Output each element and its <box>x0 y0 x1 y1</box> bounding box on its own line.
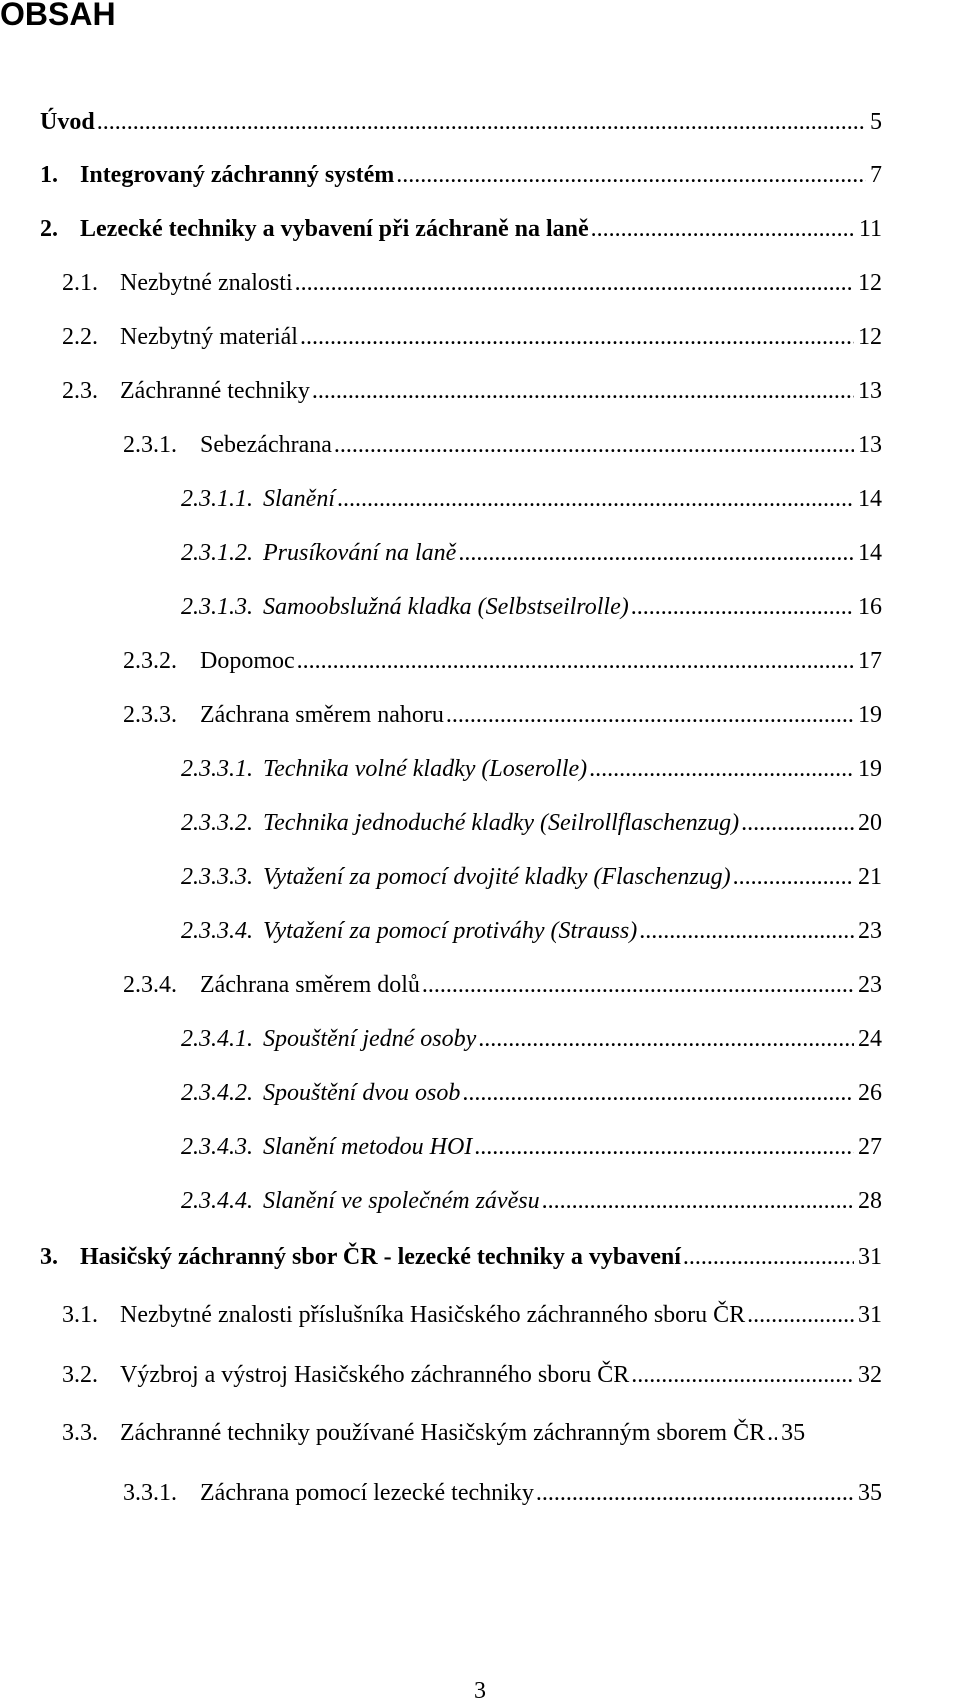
dot-leader <box>394 160 866 190</box>
dot-leader <box>335 484 854 514</box>
toc-entry-page: 28 <box>858 1188 882 1214</box>
dot-leader <box>540 1186 854 1216</box>
toc-entry-number: 2.3.2. <box>123 648 177 674</box>
toc-entry-3-3-1[interactable] <box>123 1474 882 1508</box>
dot-leader <box>681 1242 854 1272</box>
dot-leader <box>444 700 854 730</box>
toc-entry-number: 2.3.4.2. <box>181 1080 253 1106</box>
toc-entry-title: Lezecké techniky a vybavení při záchraně na laně <box>80 216 589 242</box>
toc-entry-title: Hasičský záchranný sbor ČR - lezecké techniky a vybavení <box>80 1244 681 1270</box>
toc-entry-2-3-3-2[interactable] <box>181 804 882 838</box>
dot-leader <box>293 268 854 298</box>
toc-entry-title: Spouštění jedné osoby <box>263 1026 477 1052</box>
toc-entry-number: 2.3.1. <box>123 432 177 458</box>
toc-entry-title: Slanění <box>263 486 335 512</box>
toc-entry-page: 5 <box>870 109 882 135</box>
dot-leader <box>298 322 854 352</box>
toc-entry-number: 3. <box>40 1244 58 1270</box>
toc-entry-title: Samoobslužná kladka (Selbstseilrolle) <box>263 594 629 620</box>
toc-entry-title: Dopomoc <box>200 648 295 674</box>
toc-entry-2-3-1-1[interactable] <box>181 480 882 514</box>
dot-leader <box>745 1300 854 1330</box>
dot-leader <box>476 1024 854 1054</box>
toc-entry-title: Prusíkování na laně <box>263 540 457 566</box>
toc-entry-title: Záchrana směrem dolů <box>200 972 420 998</box>
toc-entry-2-3-1-3[interactable] <box>181 588 882 622</box>
toc-entry-number: 2.3.4.4. <box>181 1188 253 1214</box>
toc-entry-page: 24 <box>858 1026 882 1052</box>
toc-entry-page: 32 <box>858 1362 882 1388</box>
dot-leader <box>95 107 866 137</box>
toc-entry-number: 3.1. <box>62 1302 98 1328</box>
toc-entry-2-3-1[interactable] <box>123 426 882 460</box>
toc-entry-page: 26 <box>858 1080 882 1106</box>
toc-entry-title: Výzbroj a výstroj Hasičského záchranného sboru ČR <box>120 1362 630 1388</box>
toc-entry-1[interactable] <box>40 156 882 190</box>
toc-entry-2-3-4-2[interactable] <box>181 1074 882 1108</box>
toc-entry-number: 3.3.1. <box>123 1480 177 1506</box>
dot-leader <box>765 1418 777 1448</box>
dot-leader <box>460 1078 854 1108</box>
toc-entry-page: 23 <box>858 918 882 944</box>
toc-entry-title: Záchrana směrem nahoru <box>200 702 444 728</box>
toc-entry-page: 13 <box>858 432 882 458</box>
toc-entry-number: 2.3.1.2. <box>181 540 253 566</box>
dot-leader <box>589 214 855 244</box>
toc-entry-number: 2.3.3.3. <box>181 864 253 890</box>
toc-entry-page: 12 <box>858 270 882 296</box>
toc-entry-page: 35 <box>858 1480 882 1506</box>
toc-entry-title: Nezbytné znalosti <box>120 270 293 296</box>
dot-leader <box>472 1132 854 1162</box>
toc-entry-title: Spouštění dvou osob <box>263 1080 461 1106</box>
toc-entry-page: 31 <box>858 1302 882 1328</box>
toc-entry-title: Slanění ve společném závěsu <box>263 1188 540 1214</box>
toc-entry-title: Sebezáchrana <box>200 432 332 458</box>
toc-entry-2-3[interactable] <box>62 372 882 406</box>
toc-entry-2-3-1-2[interactable] <box>181 534 882 568</box>
toc-entry-title: Vytažení za pomocí protiváhy (Strauss) <box>263 918 638 944</box>
toc-entry-number: 2.3.1.1. <box>181 486 253 512</box>
toc-entry-number: 2.3.1.3. <box>181 594 253 620</box>
toc-entry-2-3-4[interactable] <box>123 966 882 1000</box>
toc-entry-page: 20 <box>858 810 882 836</box>
dot-leader <box>456 538 854 568</box>
dot-leader <box>637 916 854 946</box>
toc-entry-page: 14 <box>858 540 882 566</box>
page-number: 3 <box>474 1678 486 1704</box>
toc-entry-number: 1. <box>40 162 58 188</box>
toc-entry-page: 21 <box>858 864 882 890</box>
toc-entry-title: Záchranné techniky používané Hasičským záchranným sborem ČR <box>120 1420 766 1446</box>
toc-entry-number: 2.3.4.1. <box>181 1026 253 1052</box>
toc-entry-title: Integrovaný záchranný systém <box>80 162 395 188</box>
toc-entry-2-3-4-4[interactable] <box>181 1182 882 1216</box>
toc-entry-number: 2. <box>40 216 58 242</box>
dot-leader <box>739 808 854 838</box>
dot-leader <box>332 430 854 460</box>
toc-entry-page: 23 <box>858 972 882 998</box>
toc-entry-3[interactable] <box>40 1238 882 1272</box>
toc-entry-title: Technika jednoduché kladky (Seilrollflaschenzug) <box>263 810 740 836</box>
toc-entry-page: 13 <box>858 378 882 404</box>
toc-entry-title: Nezbytné znalosti příslušníka Hasičského záchranného sboru ČR <box>120 1302 746 1328</box>
dot-leader <box>420 970 854 1000</box>
toc-entry-3-1[interactable] <box>62 1296 882 1330</box>
toc-entry-page: 11 <box>858 216 882 242</box>
toc-entry-page: 19 <box>858 702 882 728</box>
toc-entry-page: 31 <box>858 1244 882 1270</box>
toc-entry-title: Slanění metodou HOI <box>263 1134 473 1160</box>
toc-entry-page: 14 <box>858 486 882 512</box>
dot-leader <box>534 1478 854 1508</box>
dot-leader <box>629 592 854 622</box>
toc-entry-number: 2.1. <box>62 270 98 296</box>
dot-leader <box>310 376 854 406</box>
toc-entry-number: 2.3.3.1. <box>181 756 253 782</box>
toc-entry-3-3[interactable] <box>62 1414 882 1448</box>
toc-entry-2-1[interactable] <box>62 264 882 298</box>
toc-entry-number: 2.3.4.3. <box>181 1134 253 1160</box>
toc-entry-number: 2.2. <box>62 324 98 350</box>
toc-entry-title: Nezbytný materiál <box>120 324 298 350</box>
toc-entry-title: Záchrana pomocí lezecké techniky <box>200 1480 534 1506</box>
toc-entry-2-3-3[interactable] <box>123 696 882 730</box>
toc-entry-number: 2.3. <box>62 378 98 404</box>
dot-leader <box>295 646 854 676</box>
toc-entry-number: 2.3.3.2. <box>181 810 253 836</box>
toc-entry-title: Vytažení za pomocí dvojité kladky (Flaschenzug) <box>263 864 731 890</box>
toc-entry-uvod[interactable] <box>40 103 882 137</box>
toc-entry-page: 27 <box>858 1134 882 1160</box>
toc-entry-2-3-4-3[interactable] <box>181 1128 882 1162</box>
dot-leader <box>587 754 854 784</box>
toc-entry-number: 2.3.3. <box>123 702 177 728</box>
toc-entry-2-2[interactable] <box>62 318 882 352</box>
toc-entry-2-3-3-4[interactable] <box>181 912 882 946</box>
toc-entry-page: 17 <box>858 648 882 674</box>
toc-entry-page: 12 <box>858 324 882 350</box>
toc-entry-2-3-2[interactable] <box>123 642 882 676</box>
dot-leader <box>731 862 854 892</box>
toc-entry-2[interactable] <box>40 210 882 244</box>
toc-entry-number: 3.2. <box>62 1362 98 1388</box>
toc-entry-number: 2.3.3.4. <box>181 918 253 944</box>
toc-entry-title: Technika volné kladky (Loserolle) <box>263 756 588 782</box>
toc-entry-page: 16 <box>858 594 882 620</box>
toc-entry-title: Úvod <box>40 109 95 135</box>
toc-entry-page: 19 <box>858 756 882 782</box>
toc-entry-title: Záchranné techniky <box>120 378 310 404</box>
toc-entry-3-2[interactable] <box>62 1356 882 1390</box>
dot-leader <box>629 1360 854 1390</box>
toc-entry-page: 35 <box>781 1420 806 1446</box>
toc-entry-2-3-3-1[interactable] <box>181 750 882 784</box>
toc-entry-2-3-3-3[interactable] <box>181 858 882 892</box>
toc-entry-2-3-4-1[interactable] <box>181 1020 882 1054</box>
page-title: OBSAH <box>0 0 116 32</box>
toc-entry-page: 7 <box>870 162 882 188</box>
toc-entry-number: 2.3.4. <box>123 972 177 998</box>
toc-entry-number: 3.3. <box>62 1420 98 1446</box>
